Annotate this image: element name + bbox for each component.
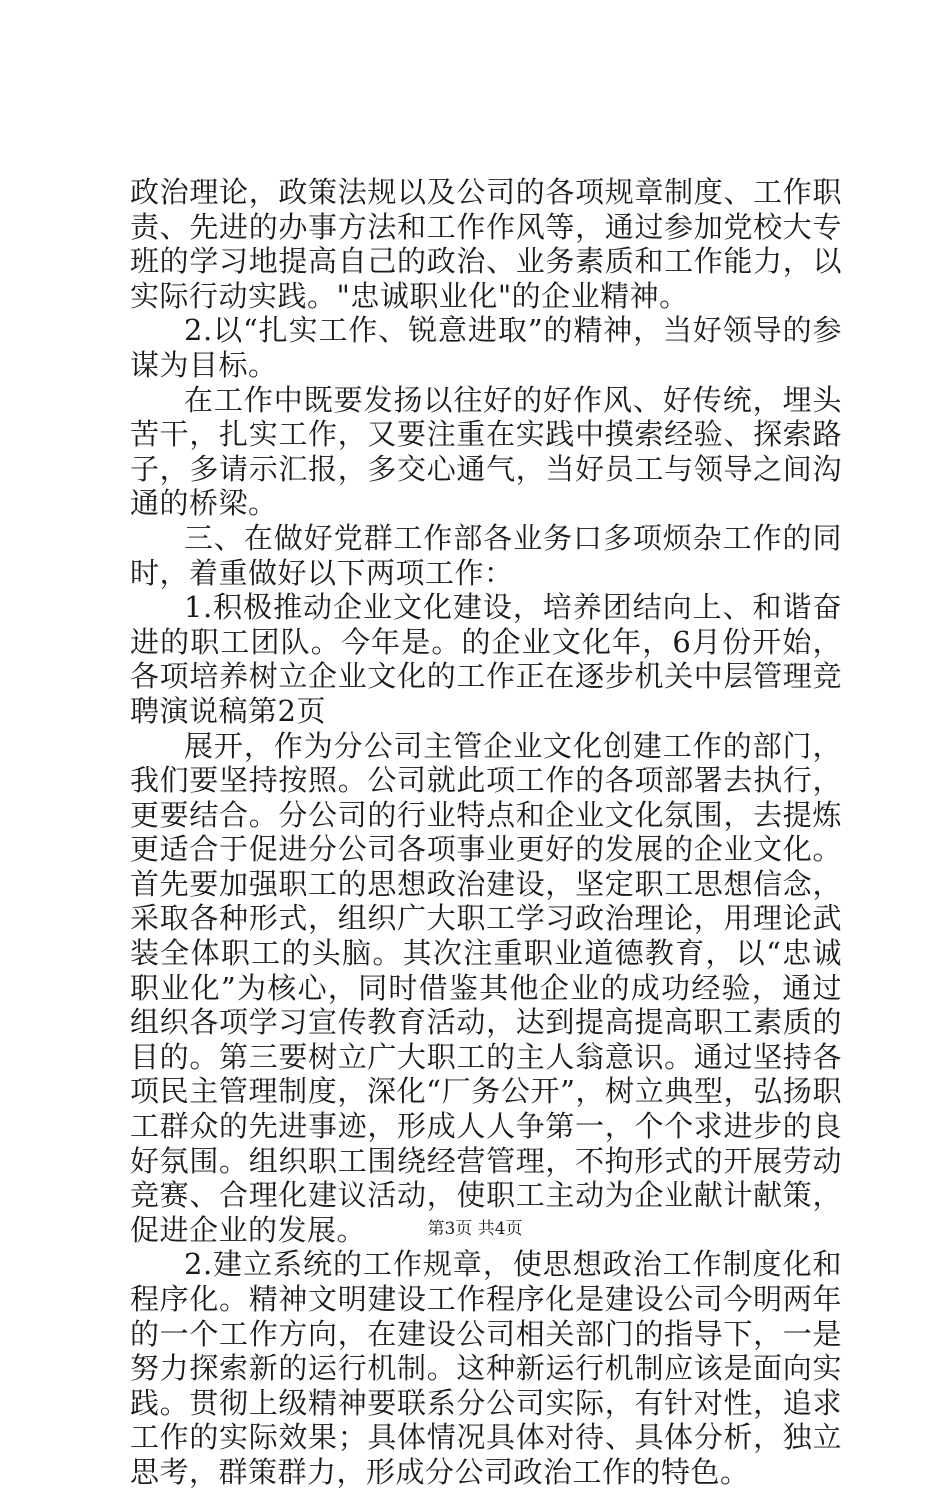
paragraph-5: 1.积极推动企业文化建设，培养团结向上、和谐奋进的职工团队。今年是。的企业文化年，6月份开始，各项培养树立企业文化的工作正在逐步机关中层管理竞聘演说稿第2页	[130, 590, 842, 728]
paragraph-7: 2.建立系统的工作规章，使思想政治工作制度化和程序化。精神文明建设工作程序化是建设公司今明两年的一个工作方向，在建设公司相关部门的指导下，一是努力探索新的运行机制。这种新运行机制应该是面向实践。贯彻上级精神要联系分公司实际，有针对性，追求工作的实际效果；具体情况具体对待、具体分析，独立思考，群策群力，形成分公司政治工作的特色。	[130, 1247, 842, 1489]
paragraph-2: 2.以“扎实工作、锐意进取”的精神，当好领导的参谋为目标。	[130, 313, 842, 382]
document-body	[130, 175, 842, 1490]
page-number-footer: 第3页 共4页	[427, 1219, 523, 1239]
paragraph-4: 三、在做好党群工作部各业务口多项烦杂工作的同时，着重做好以下两项工作：	[130, 520, 842, 590]
paragraph-3: 在工作中既要发扬以往好的好作风、好传统，埋头苦干，扎实工作，又要注重在实践中摸索经验、探索路子，多请示汇报，多交心通气，当好员工与领导之间沟通的桥梁。	[130, 382, 842, 521]
paragraph-6: 展开，作为分公司主管企业文化创建工作的部门，我们要坚持按照。公司就此项工作的各项部署去执行，更要结合。分公司的行业特点和企业文化氛围，去提炼更适合于促进分公司各项事业更好的发展的企业文化。首先要加强职工的思想政治建设，坚定职工思想信念，采取各种形式，组织广大职工学习政治理论，用理论武装全体职工的头脑。其次注重职业道德教育，以“忠诚职业化”为核心，同时借鉴其他企业的成功经验，通过组织各项学习宣传教育活动，达到提高提高职工素质的目的。第三要树立广大职工的主人翁意识。通过坚持各项民主管理制度，深化“厂务公开”，树立典型，弘扬职工群众的先进事迹，形成人人争第一，个个求进步的良好氛围。组织职工围绕经营管理，不拘形式的开展劳动竞赛、合理化建议活动，使职工主动为企业献计献策，促进企业的发展。	[130, 728, 842, 1247]
paragraph-1: 政治理论，政策法规以及公司的各项规章制度、工作职责、先进的办事方法和工作作风等，通过参加党校大专班的学习地提高自己的政治、业务素质和工作能力，以实际行动实践。"忠诚职业化"的企业精神。	[130, 175, 842, 313]
